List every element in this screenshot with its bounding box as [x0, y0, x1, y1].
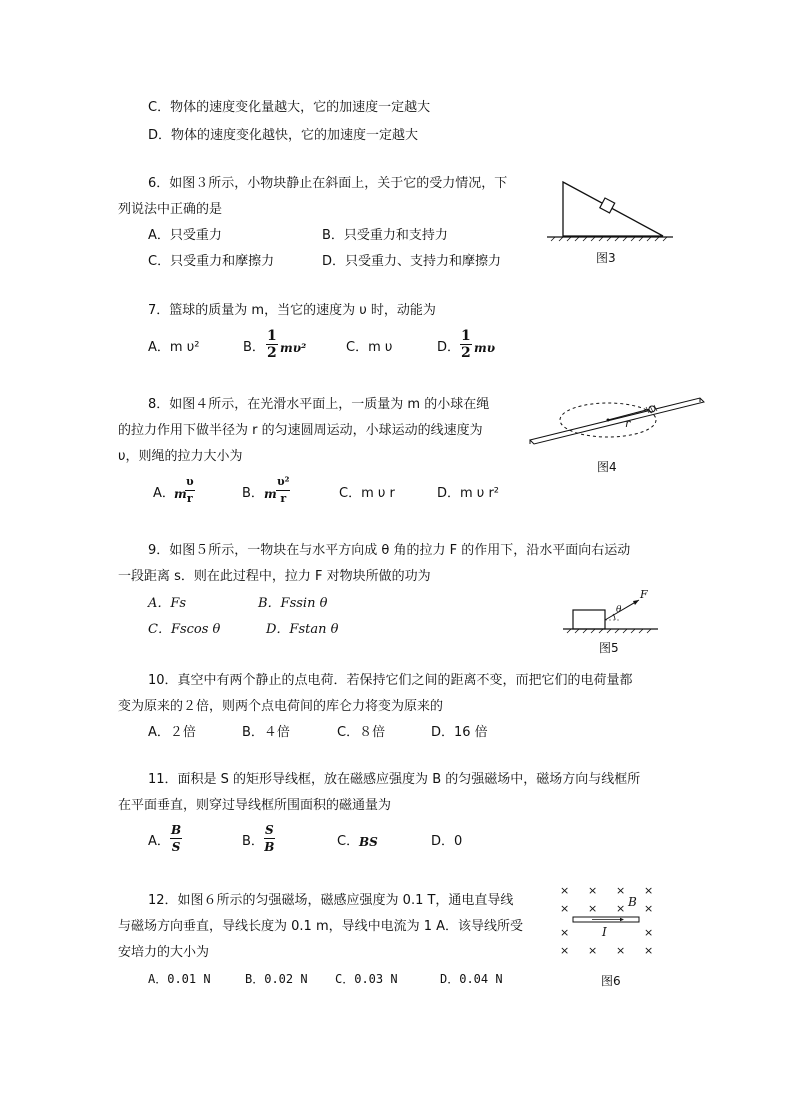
q9-option-b: B．Fssin θ: [258, 596, 328, 611]
q8-option-a-fraction: [185, 474, 195, 507]
q7-option-a: A．m υ²: [148, 340, 200, 355]
q9-option-d: D．Fstan θ: [266, 622, 339, 637]
q7-option-c: C．m υ: [346, 340, 393, 355]
q10-stem-line2: 变为原来的２倍，则两个点电荷间的库仑力将变为原来的: [118, 699, 444, 714]
q8-stem-line3: υ，则绳的拉力大小为: [118, 449, 243, 464]
field-cross: ×: [560, 902, 570, 915]
q11-stem-line1: 11．面积是 S 的矩形导线框，放在磁感应强度为 B 的匀强磁场中，磁场方向与线框所: [148, 772, 641, 787]
figure-4-circular-motion: [528, 394, 708, 454]
q5-option-c: C．物体的速度变化量越大，它的加速度一定越大: [148, 100, 431, 115]
q8-option-c: C．m υ r: [339, 486, 395, 501]
q6-option-a: A．只受重力: [148, 228, 222, 243]
q11-option-a-fraction: [170, 822, 182, 855]
fraction-denominator: r: [280, 492, 287, 505]
field-cross: ×: [588, 944, 598, 957]
fraction-numerator: B: [171, 823, 182, 837]
q11-option-a-label: A．: [148, 834, 170, 849]
figure-6-caption: 图6: [601, 974, 621, 988]
figure-5-theta-label: θ: [616, 605, 622, 615]
q9-option-c: C．Fscos θ: [148, 622, 221, 637]
q7-option-d-fraction: [460, 328, 472, 361]
q6-stem-line2: 列说法中正确的是: [118, 202, 223, 217]
field-cross: ×: [560, 884, 570, 897]
q9-stem-line1: 9．如图５所示，一物块在与水平方向成 θ 角的拉力 F 的作用下，沿水平面向右运动: [148, 543, 631, 558]
figure-6-b-label: B: [628, 895, 637, 909]
q10-option-c: C．８倍: [337, 725, 386, 740]
q11-option-b-label: B．: [242, 834, 264, 849]
q11-option-c-value: BS: [359, 835, 378, 849]
q9-option-a: A．Fs: [148, 596, 187, 611]
q8-stem-line1: 8．如图４所示，在光滑水平面上，一质量为 m 的小球在绳: [148, 397, 490, 412]
q10-option-d: D．16 倍: [431, 725, 488, 740]
q10-stem-line1: 10．真空中有两个静止的点电荷．若保持它们之间的距离不变，而把它们的电荷量都: [148, 673, 633, 688]
figure-5-block-force: [563, 586, 663, 636]
q12-stem-line2: 与磁场方向垂直，导线长度为 0.1 m，导线中电流为 1 A．该导线所受: [118, 919, 524, 934]
fraction-numerator: υ: [186, 475, 194, 488]
figure-5-f-label: F: [640, 588, 648, 601]
field-cross: ×: [616, 944, 626, 957]
q7-option-d-mv: mυ: [474, 341, 496, 355]
figure-4-r-label: r: [625, 417, 631, 430]
figure-5-caption: 图5: [599, 641, 619, 655]
fraction-numerator: 1: [461, 328, 471, 344]
q8-option-a-m: m: [174, 487, 187, 501]
figure-6-wire: [572, 916, 642, 924]
fraction-numerator: υ²: [277, 475, 290, 488]
q6-option-c: C．只受重力和摩擦力: [148, 254, 275, 269]
q8-option-b-label: B．: [242, 486, 264, 501]
fraction-denominator: 2: [461, 345, 471, 361]
field-cross: ×: [644, 884, 654, 897]
figure-3-incline: [545, 180, 675, 242]
q12-stem-line3: 安培力的大小为: [118, 945, 210, 960]
field-cross: ×: [560, 944, 570, 957]
q8-option-a-label: A．: [153, 486, 175, 501]
q10-option-a: A．２倍: [148, 725, 196, 740]
q8-option-b-fraction: [276, 474, 290, 507]
field-cross: ×: [644, 902, 654, 915]
q8-stem-line2: 的拉力作用下做半径为 r 的匀速圆周运动，小球运动的线速度为: [118, 423, 483, 438]
field-cross: ×: [560, 926, 570, 939]
q11-stem-line2: 在平面垂直，则穿过导线框所围面积的磁通量为: [118, 798, 392, 813]
field-cross: ×: [588, 884, 598, 897]
fraction-denominator: r: [186, 492, 193, 505]
fraction-denominator: 2: [267, 345, 277, 361]
fraction-denominator: B: [264, 840, 275, 854]
q12-option-c: C．0.03 N: [335, 972, 398, 986]
q12-option-d: D．0.04 N: [440, 972, 503, 986]
q8-option-d: D．m υ r²: [437, 486, 500, 501]
field-cross: ×: [588, 902, 598, 915]
field-cross: ×: [644, 926, 654, 939]
q7-option-b-mv2: mυ²: [280, 341, 307, 355]
q11-option-d: D．0: [431, 834, 463, 849]
q12-stem-line1: 12．如图６所示的匀强磁场，磁感应强度为 0.1 T，通电直导线: [148, 893, 514, 908]
q12-option-b: B．0.02 N: [245, 972, 308, 986]
q11-option-c-label: C．: [337, 834, 360, 849]
q10-option-b: B．４倍: [242, 725, 290, 740]
q7-option-b-fraction: [266, 328, 278, 361]
figure-3-caption: 图3: [596, 251, 616, 265]
field-cross: ×: [616, 902, 626, 915]
fraction-numerator: S: [265, 823, 274, 837]
fraction-denominator: S: [171, 840, 181, 854]
field-cross: ×: [644, 944, 654, 957]
q7-option-b-label: B．: [243, 340, 265, 355]
q6-option-b: B．只受重力和支持力: [322, 228, 448, 243]
q11-option-b-fraction: [264, 822, 275, 855]
q6-stem-line1: 6．如图３所示，小物块静止在斜面上，关于它的受力情况，下: [148, 176, 508, 191]
figure-4-caption: 图4: [597, 460, 617, 474]
q12-option-a: A．0.01 N: [148, 972, 211, 986]
figure-6-i-label: I: [602, 925, 607, 939]
q7-stem: 7．篮球的质量为 m，当它的速度为 υ 时，动能为: [148, 303, 436, 318]
fraction-numerator: 1: [267, 328, 277, 344]
field-cross: ×: [616, 884, 626, 897]
q9-stem-line2: 一段距离 s．则在此过程中，拉力 F 对物块所做的功为: [118, 569, 431, 584]
q6-option-d: D．只受重力、支持力和摩擦力: [322, 254, 502, 269]
q8-option-b-m: m: [264, 487, 277, 501]
q7-option-d-label: D．: [437, 340, 461, 355]
q5-option-d: D．物体的速度变化越快，它的加速度一定越大: [148, 128, 419, 143]
